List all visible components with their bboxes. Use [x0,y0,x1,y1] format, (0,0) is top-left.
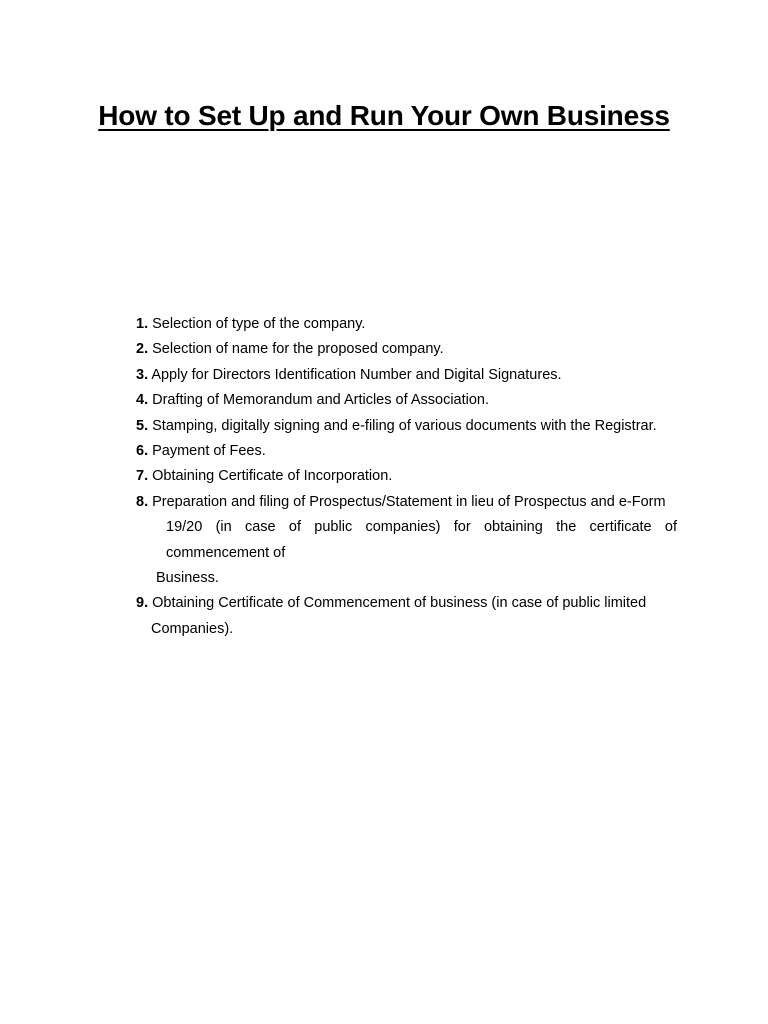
step-text: Apply for Directors Identification Number and Digital Signatures. [148,366,562,383]
steps-list [136,312,677,642]
step-text: Obtaining Certificate of Incorporation. [148,468,393,485]
list-item-step-9 [136,591,677,616]
step-number: 7. [136,468,149,485]
step-text: Payment of Fees. [148,443,266,460]
step-number: 8. [136,493,149,510]
step-number: 6. [136,443,149,460]
step-number: 9. [136,595,149,612]
step-text: Preparation and filing of Prospectus/Statement in lieu of Prospectus and e-Form [148,493,666,510]
page-title: How to Set Up and Run Your Own Business [98,100,670,131]
step-number: 4. [136,392,149,409]
list-item-step-7 [136,464,677,489]
step-text: Drafting of Memorandum and Articles of Association. [148,392,490,409]
step-8-continuation-end: Business. [156,570,219,587]
list-item-step-5 [136,414,677,439]
step-number: 1. [136,316,149,332]
list-item-step-2 [136,337,677,362]
step-number: 2. [136,341,149,358]
list-item-step-4 [136,388,677,413]
step-text: Obtaining Certificate of Commencement of business (in case of public limited [148,595,647,612]
step-text: Stamping, digitally signing and e-filing of various documents with the Registrar. [148,417,657,434]
step-text: Selection of name for the proposed company. [148,341,444,358]
step-9-continuation: Companies). [151,620,234,637]
list-item-step-8 [136,490,677,515]
step-text: Selection of type of the company. [148,316,366,332]
list-item-step-1 [136,312,677,337]
step-8-continuation: 19/20 (in case of public companies) for obtaining the certificate of commencement of [166,519,677,561]
list-item-step-6 [136,439,677,464]
step-number: 3. [136,366,149,383]
step-number: 5. [136,417,149,434]
list-item-step-3 [136,363,677,388]
